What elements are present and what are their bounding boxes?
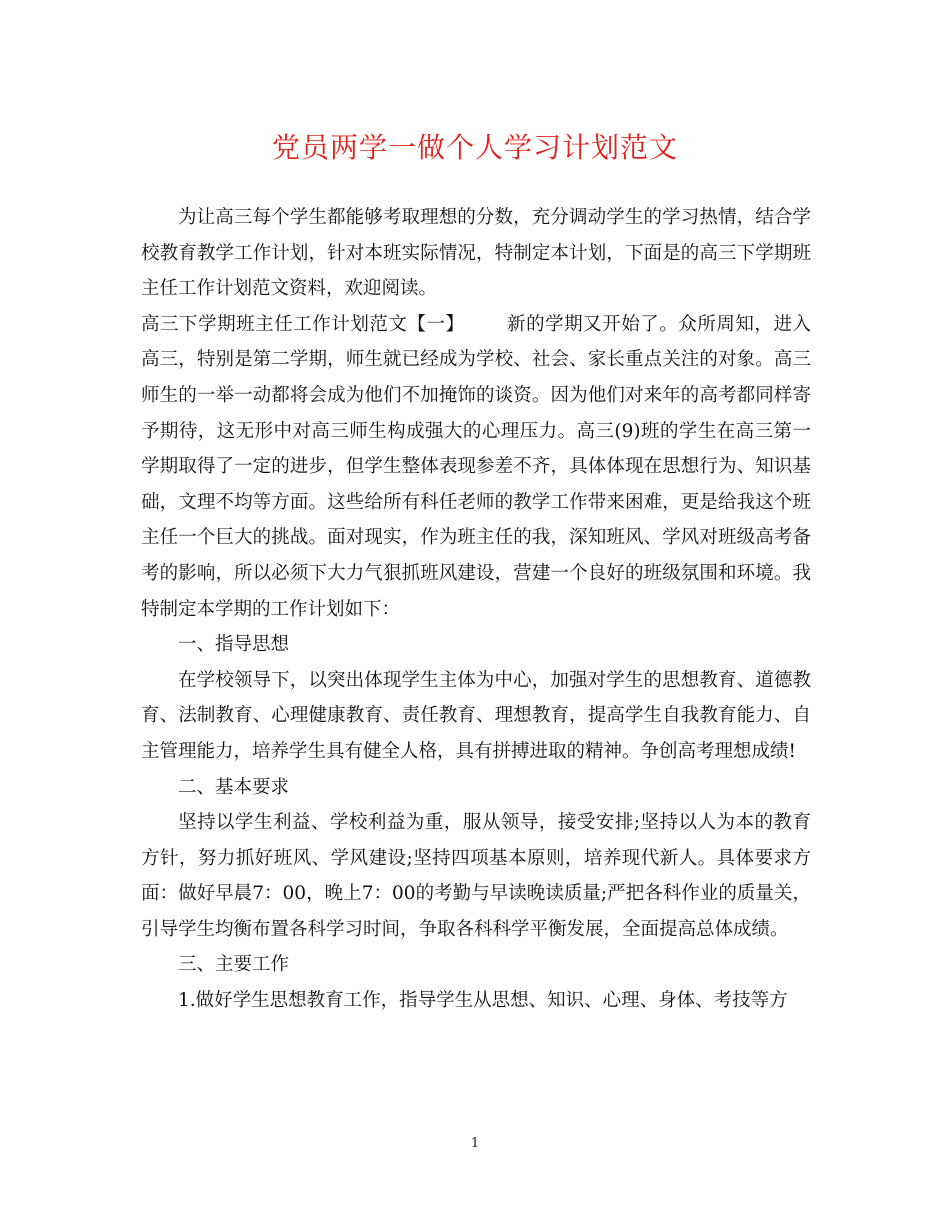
paragraph-guiding-thought: 在学校领导下，以突出体现学生主体为中心，加强对学生的思想教育、道德教育、法制教育、心理健康教育、责任教育、理想教育，提高学生自我教育能力、自主管理能力，培养学生具有健全人格，具有拼搏进取的精神。争创高考理想成绩! <box>141 669 811 762</box>
document-body <box>141 200 811 1019</box>
section-heading: 高三下学期班主任工作计划范文【一】 <box>141 313 465 335</box>
heading-main-work: 三、主要工作 <box>178 954 290 976</box>
section-paragraph <box>141 307 811 627</box>
heading-guiding-thought: 一、指导思想 <box>178 634 290 656</box>
page-number: 1 <box>470 1136 480 1151</box>
paragraph-basic-requirements: 坚持以学生利益、学校利益为重，服从领导，接受安排;坚持以人为本的教育方针，努力抓好班风、学风建设;坚持四项基本原则，培养现代新人。具体要求方面：做好早晨7：00，晚上7：00的考勤与早读晚读质量;严把各科作业的质量关，引导学生均衡布置各科学习时间，争取各科科学平衡发展，全面提高总体成绩。 <box>141 812 811 940</box>
paragraph-main-work: 1.做好学生思想教育工作，指导学生从思想、知识、心理、身体、考技等方 <box>178 990 788 1012</box>
heading-basic-requirements: 二、基本要求 <box>178 776 290 798</box>
section-text: 新的学期又开始了。众所周知，进入高三，特别是第二学期，师生就已经成为学校、社会、家长重点关注的对象。高三师生的一举一动都将会成为他们不加掩饰的谈资。因为他们对来年的高考都同样寄予期待，这无形中对高三师生构成强大的心理压力。高三(9)班的学生在高三第一学期取得了一定的进步，但学生整体表现参差不齐，具体体现在思想行为、知识基础，文理不均等方面。这些给所有科任老师的教学工作带来困难，更是给我这个班主任一个巨大的挑战。面对现实，作为班主任的我，深知班风、学风对班级高考备考的影响，所以必须下大力气狠抓班风建设，营建一个良好的班级氛围和环境。我特制定本学期的工作计划如下： <box>141 313 811 620</box>
document-title: 党员两学一做个人学习计划范文 <box>271 131 678 164</box>
intro-paragraph: 为让高三每个学生都能够考取理想的分数，充分调动学生的学习热情，结合学校教育教学工作计划，针对本班实际情况，特制定本计划，下面是的高三下学期班主任工作计划范文资料，欢迎阅读。 <box>141 207 811 300</box>
